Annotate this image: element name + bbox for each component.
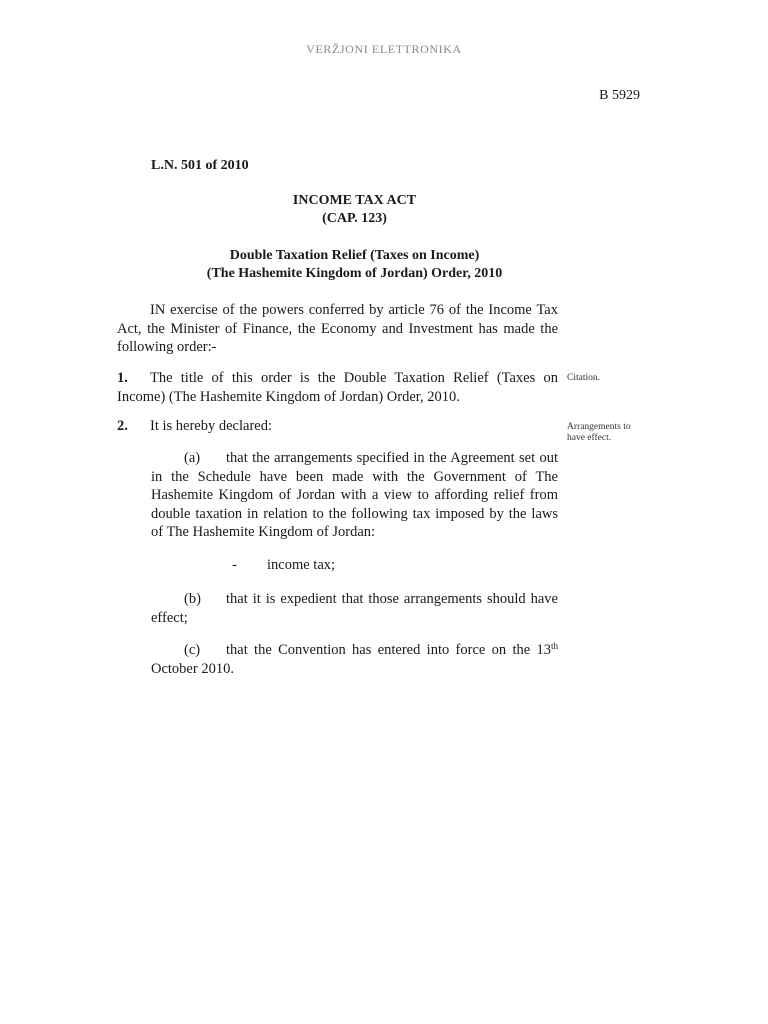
order-title-line1: Double Taxation Relief (Taxes on Income) (229, 248, 480, 263)
preamble-paragraph (117, 301, 558, 357)
subsection-a-label: (a) (184, 450, 201, 466)
section-1-text: The title of this order is the Double Taxation Relief (Taxes on Income) (The Hashemite Kingdom of Jordan) Order, 2010. (117, 370, 558, 405)
section-2-text: It is hereby declared: (150, 418, 272, 434)
section-1-number: 1. (117, 370, 128, 386)
page-reference: B 5929 (599, 88, 640, 103)
margin-note-citation: Citation. (567, 373, 600, 383)
act-title-block (151, 192, 558, 228)
subsection-b (151, 590, 558, 627)
subsection-a-text: that the arrangements specified in the Agreement set out in the Schedule have been made with the Government of The Hashemite Kingdom of Jordan with a view to affording relief from double taxation in relation to the following tax imposed by the laws of The Hashemite Kingdom of Jordan: (151, 450, 558, 540)
subsection-b-text: that it is expedient that those arrangements should have effect; (151, 591, 558, 626)
subsection-c-label: (c) (184, 642, 201, 658)
margin-note-arrangements: Arrangements to have effect. (567, 422, 631, 443)
subsection-b-label: (b) (184, 591, 201, 607)
order-title-line2: (The Hashemite Kingdom of Jordan) Order, 2010 (206, 266, 503, 281)
section-2-number: 2. (117, 418, 128, 434)
act-title: INCOME TAX ACT (292, 193, 417, 208)
bullet-dash: - (232, 557, 237, 573)
running-header: VERŽJONI ELETTRONIKA (306, 42, 462, 56)
act-chapter: (CAP. 123) (322, 211, 387, 226)
order-title-block (151, 247, 558, 283)
bullet-income-tax: income tax; (267, 557, 336, 573)
preamble-text: IN exercise of the powers conferred by article 76 of the Income Tax Act, the Minister of Finance, the Economy and Investment has made the following order:- (117, 302, 558, 355)
subsection-a (151, 449, 558, 542)
section-2 (117, 417, 558, 436)
subsection-c (151, 641, 558, 678)
subsection-c-text-end: October 2010. (151, 660, 234, 677)
section-1 (117, 369, 558, 406)
subsection-c-text: that the Convention has entered into force on the 13 (226, 642, 551, 658)
ordinal-suffix: th (550, 641, 558, 651)
legal-notice-number: L.N. 501 of 2010 (151, 158, 249, 173)
